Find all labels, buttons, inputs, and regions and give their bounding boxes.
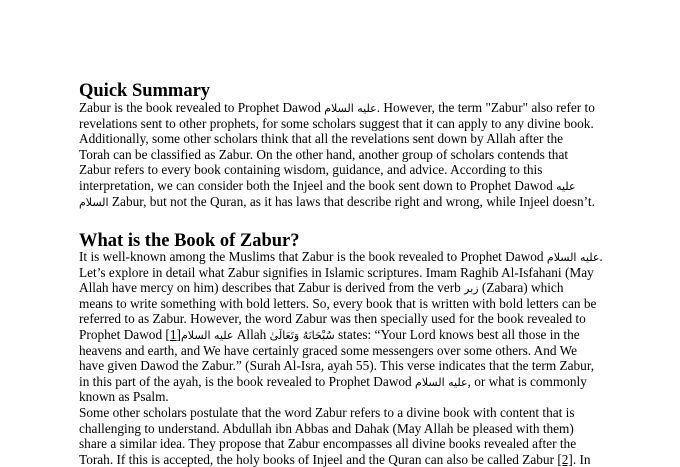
arabic-honorific: عليه السلام xyxy=(546,251,600,264)
arabic-word: زبر xyxy=(464,282,479,296)
paragraph-line: known as Psalm. xyxy=(79,389,169,405)
section-heading-what-is-zabur: What is the Book of Zabur? xyxy=(79,231,300,251)
paragraph-line: السلام Zabur, but not the Quran, as it has laws that describe right and wrong, while Injeel doesn’t. xyxy=(79,193,595,209)
section-heading-quick-summary: Quick Summary xyxy=(79,81,211,101)
zabur-definition-paragraph xyxy=(79,249,603,467)
arabic-honorific: السلام xyxy=(79,195,109,209)
paragraph-line: challenging to understand. Abdullah ibn Abbas and Dahak (May Allah be pleased with them) xyxy=(79,420,574,436)
arabic-honorific: عليه xyxy=(556,179,576,193)
footnote-link-1[interactable]: [1] xyxy=(165,326,181,342)
footnote-link-2[interactable]: [2] xyxy=(557,451,573,467)
arabic-honorific: عليه السلام xyxy=(180,328,234,342)
paragraph-line: Let’s explore in detail what Zabur signifies in Islamic scriptures. Imam Raghib Al-Isfahani (May xyxy=(79,264,594,280)
paragraph-line: share a similar idea. They propose that Zabur encompasses all divine books revealed after the xyxy=(79,436,577,452)
arabic-honorific: عليه السلام xyxy=(415,375,468,389)
paragraph-line: Torah. If this is accepted, the holy books of Injeel and the Quran can also be called Zabur [2]. In xyxy=(79,451,591,467)
paragraph-line: Zabur refers to every book containing wisdom, guidance, and advice. According to this xyxy=(79,162,543,178)
paragraph-line: interpretation, we can consider both the Injeel and the book sent down to Prophet Dawod عليه xyxy=(79,177,576,193)
paragraph-line: Some other scholars postulate that the word Zabur refers to a divine book with content that is xyxy=(79,404,575,420)
paragraph-line: Prophet Dawod عليه السلام[1] Allah سُبْحَانَهُ وَتَعَالَىٰ states: “Your Lord knows best all those in the xyxy=(79,326,580,342)
paragraph-line: have given Dawod the Zabur.” (Surah Al-Isra, ayah 55). This verse indicates that the term Zabur, xyxy=(79,358,595,374)
arabic-honorific: عليه السلام xyxy=(324,102,377,115)
paragraph-line: means to write something with bold letters. So, every book that is written with bold letters can be xyxy=(79,295,597,311)
paragraph-line: revelations sent to other prophets, for some scholars suggest that it can apply to any divine book. xyxy=(79,115,594,131)
paragraph-line: Zabur is the book revealed to Prophet Dawod عليه السلام. However, the term "Zabur" also refer to xyxy=(79,100,595,115)
paragraph-line: It is well-known among the Muslims that Zabur is the book revealed to Prophet Dawod عليه السلام. xyxy=(79,249,603,264)
paragraph-line: Additionally, some other scholars think that all the revelations sent down by Allah after the xyxy=(79,131,563,147)
paragraph-line: heavens and earth, and We have certainly graced some messengers over some others. And We xyxy=(79,342,578,358)
paragraph-line: referred to as Zabur. However, the word Zabur was then specially used for the book revealed to xyxy=(79,311,586,327)
paragraph-line: in this part of the ayah, is the book revealed to Prophet Dawod عليه السلام, or what is commonly xyxy=(79,373,587,389)
paragraph-line: Allah have mercy on him) describes that Zabur is derived from the verb زبر (Zabara) which xyxy=(79,280,564,296)
paragraph-line: Torah can be classified as Zabur. On the other hand, another group of scholars contends that xyxy=(79,146,569,162)
arabic-honorific: سُبْحَانَهُ وَتَعَالَىٰ xyxy=(269,328,335,342)
quick-summary-paragraph xyxy=(79,100,599,209)
